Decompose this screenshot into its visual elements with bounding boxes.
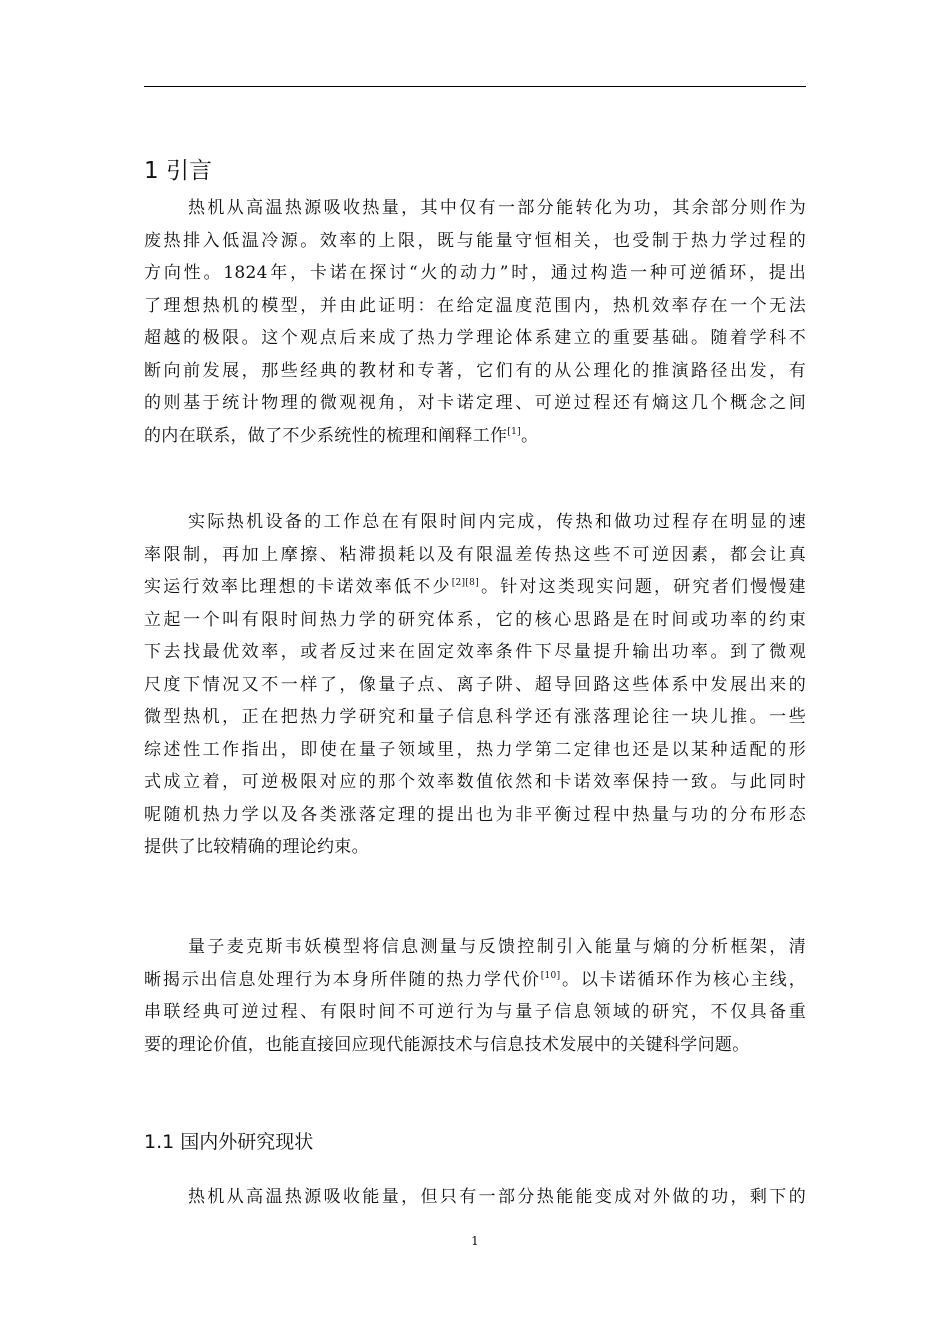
paragraph-line: 实际热机设备的工作总在有限时间内完成，传热和做功过程存在明显的速	[188, 512, 806, 532]
paragraph-line: 了理想热机的模型，并由此证明：在给定温度范围内，热机效率存在一个无法	[144, 295, 806, 316]
paragraph-line: 立起一个叫有限时间热力学的研究体系，它的核心思路是在时间或功率的约束	[144, 609, 806, 630]
section-heading: 1 引言	[144, 158, 212, 184]
citation: [1]	[507, 426, 521, 437]
paragraph-line: 提供了比较精确的理论约束。	[144, 837, 369, 857]
text-run: 。以卡诺循环作为核心主线，	[560, 969, 806, 990]
paragraph-line: 的则基于统计物理的微观视角，对卡诺定理、可逆过程还有熵这几个概念之间	[144, 393, 806, 413]
paragraph-1	[144, 192, 806, 452]
paragraph-line: 微型热机，正在把热力学研究和量子信息科学还有涨落理论往一块儿推。一些	[144, 707, 806, 727]
text-run: 的内在联系，做了不少系统性的梳理和阐释工作	[144, 425, 508, 446]
paragraph-line: 超越的极限。这个观点后来成了热力学理论体系建立的重要基础。随着学科不	[144, 328, 806, 348]
paragraph-line: 串联经典可逆过程、有限时间不可逆行为与量子信息领域的研究，不仅具备重	[144, 1002, 806, 1022]
paragraph-line: 热机从高温热源吸收能量，但只有一部分热能能变成对外做的功，剩下的	[188, 1187, 806, 1207]
page-number: 1	[471, 1234, 479, 1248]
text-run: 。	[520, 425, 539, 446]
paragraph-line: 废热排入低温冷源。效率的上限，既与能量守恒相关，也受制于热力学过程的	[144, 230, 806, 251]
paragraph-line: 式成立着，可逆极限对应的那个效率数值依然和卡诺效率保持一致。与此同时	[144, 772, 806, 792]
text-run: 实运行效率比理想的卡诺效率低不少	[144, 577, 452, 597]
text-run: 晰揭示出信息处理行为本身所伴随的热力学代价	[144, 969, 541, 990]
paragraph-line: 综述性工作指出，即使在量子领域里，热力学第二定律也还是以某种适配的形	[144, 739, 806, 760]
citation: [2][8]	[451, 578, 480, 588]
paragraph-4	[144, 1181, 806, 1214]
paragraph-line: 热机从高温热源吸收热量，其中仅有一部分能转化为功，其余部分则作为	[188, 198, 806, 218]
paragraph-line: 要的理论价值，也能直接回应现代能源技术与信息技术发展中的关键科学问题。	[144, 1034, 750, 1055]
paragraph-line	[144, 964, 806, 997]
header-rule	[144, 86, 806, 87]
citation: [10]	[540, 970, 561, 981]
paragraph-line: 率限制，再加上摩擦、粘滞损耗以及有限温差传热这些不可逆因素，都会让真	[144, 544, 806, 565]
paragraph-line	[144, 571, 806, 604]
paragraph-line: 呢随机热力学以及各类涨落定理的提出也为非平衡过程中热量与功的分布形态	[144, 804, 806, 825]
paragraph-line: 断向前发展，那些经典的教材和专著，它们有的从公理化的推演路径出发，有	[144, 360, 806, 381]
subsection-heading: 1.1 国内外研究现状	[144, 1131, 314, 1153]
paragraph-line: 下去找最优效率，或者反过来在固定效率条件下尽量提升输出功率。到了微观	[144, 642, 806, 662]
paragraph-line: 方向性。1824年，卡诺在探讨“火的动力”时，通过构造一种可逆循环，提出	[144, 263, 806, 283]
paragraph-line: 尺度下情况又不一样了，像量子点、离子阱、超导回路这些体系中发展出来的	[144, 674, 806, 695]
paragraph-line: 量子麦克斯韦妖模型将信息测量与反馈控制引入能量与熵的分析框架，清	[188, 937, 806, 957]
paragraph-3	[144, 931, 806, 1061]
text-run: 。针对这类现实问题，研究者们慢慢建	[479, 577, 806, 597]
paragraph-2	[144, 506, 806, 864]
paragraph-line	[144, 420, 806, 453]
